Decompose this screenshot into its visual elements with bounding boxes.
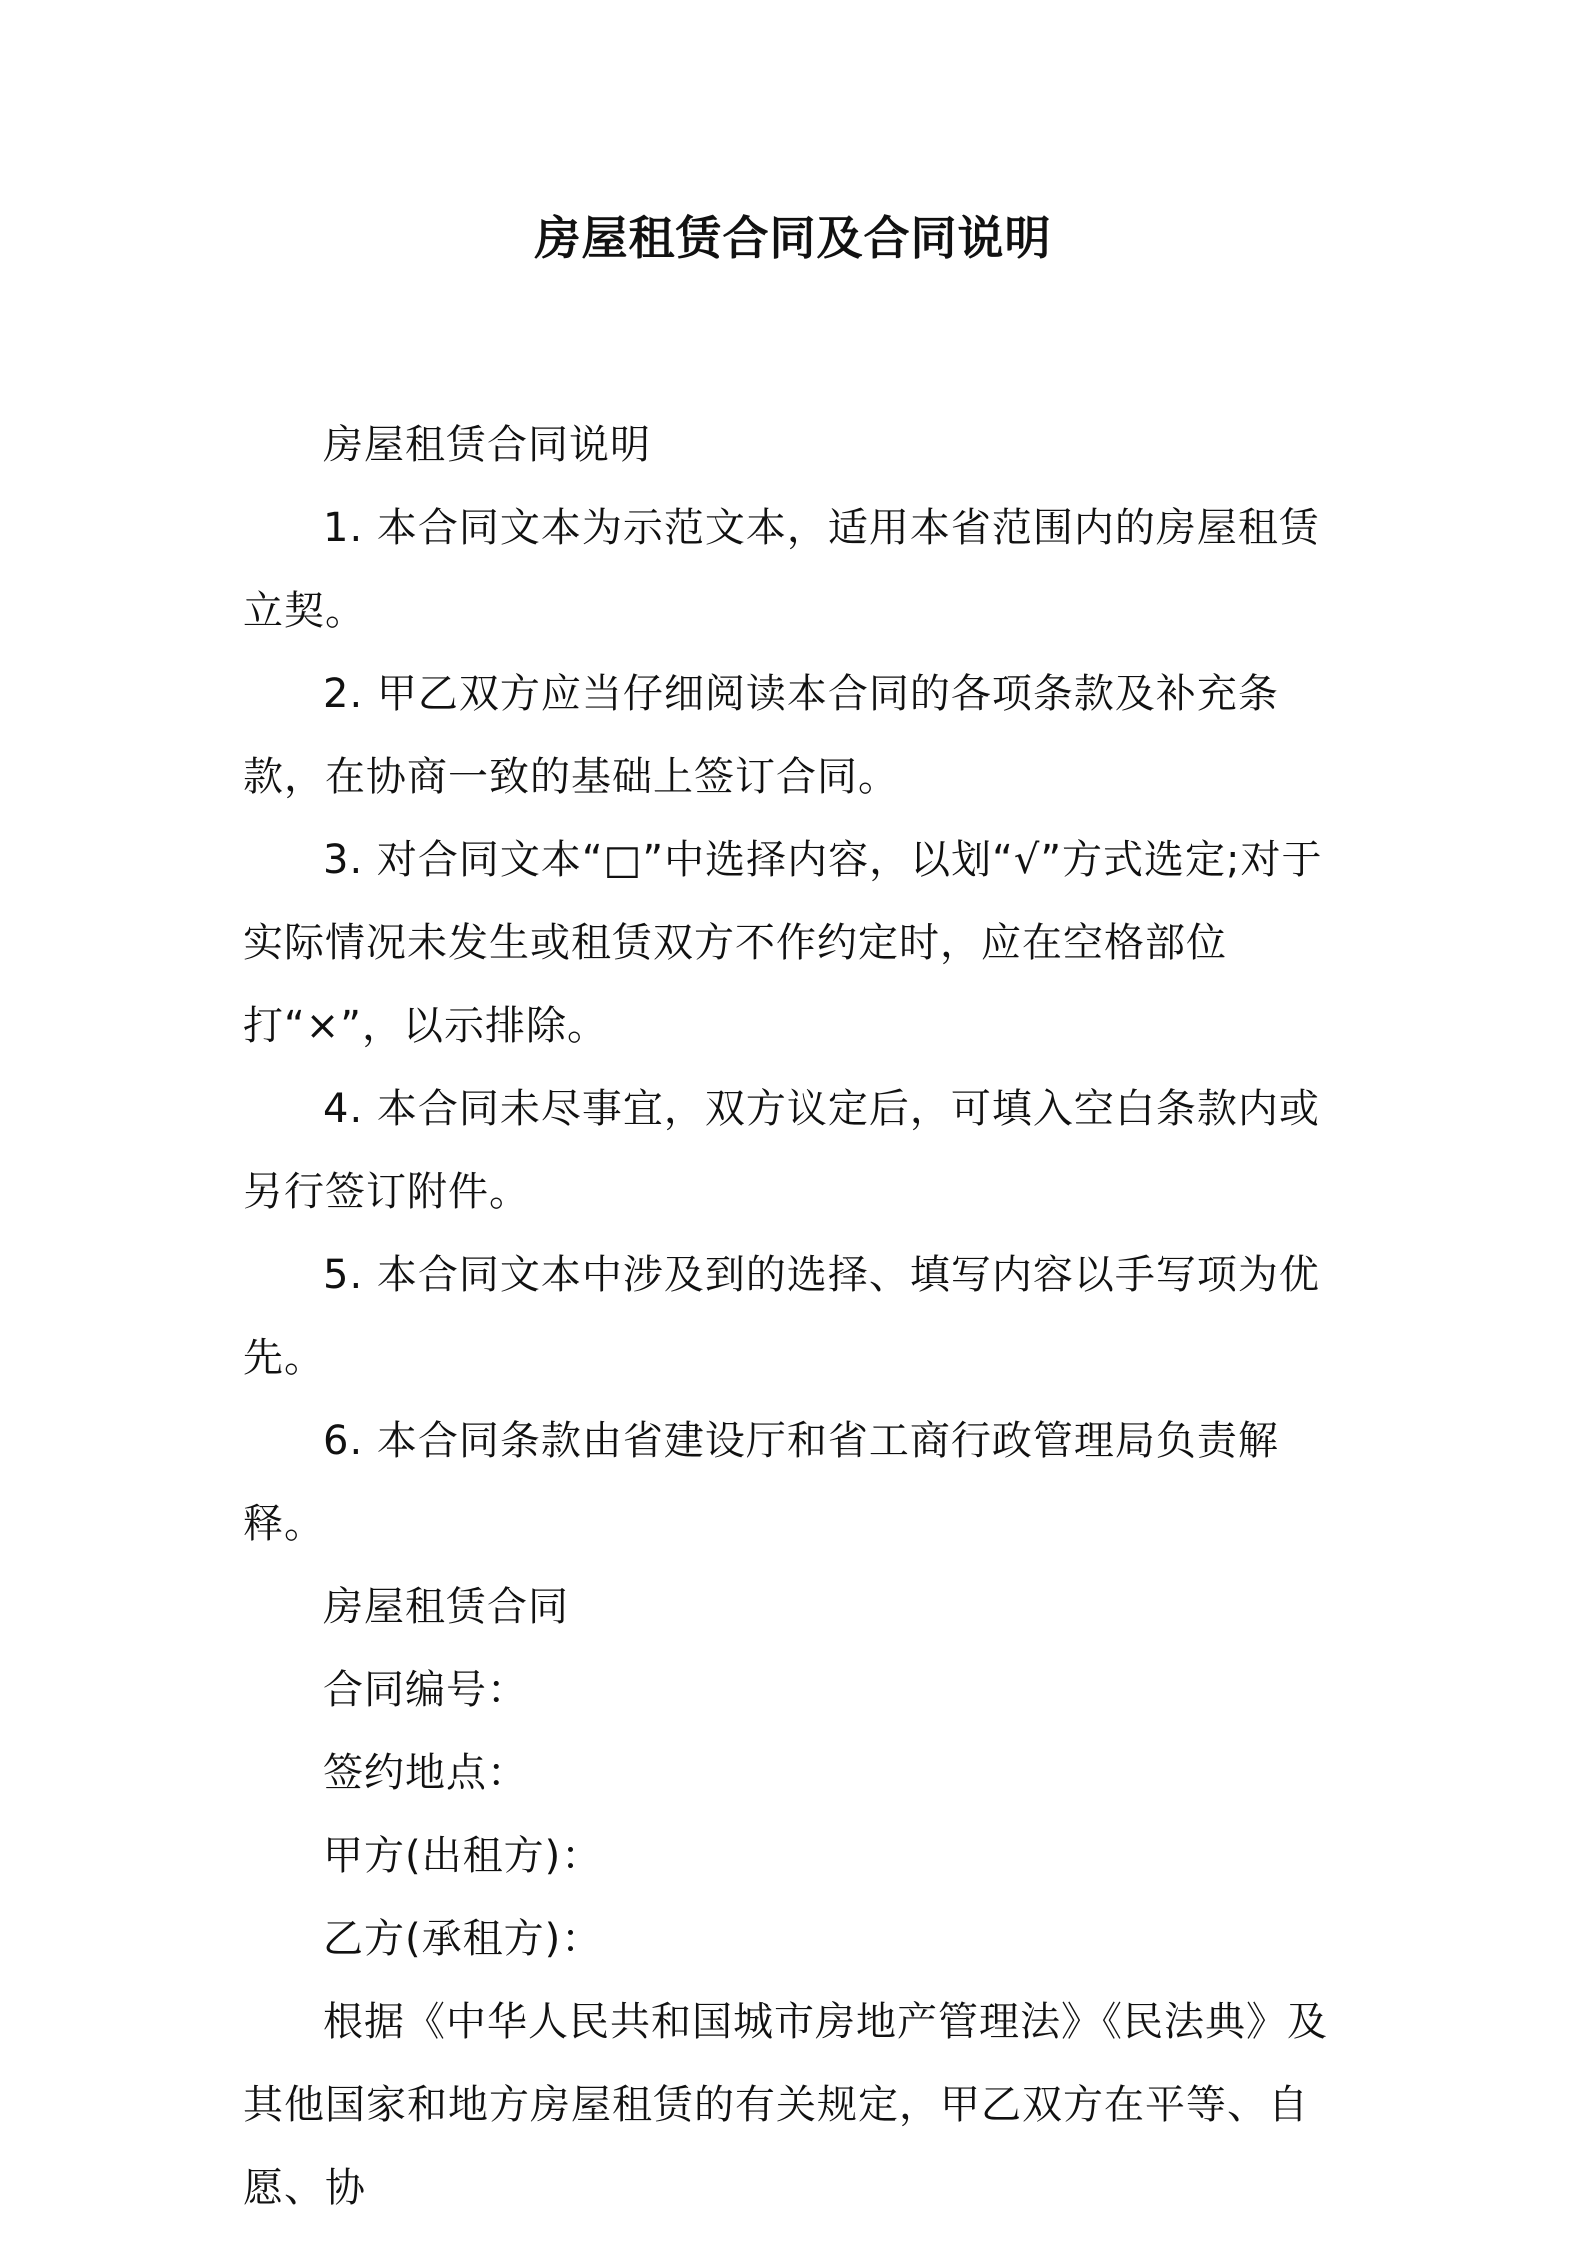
explanation-item-3: 3. 对合同文本“□”中选择内容，以划“√”方式选定;对于实际情况未发生或租赁双方不作约定时，应在空格部位打“×”，以示排除。 <box>243 837 1323 1049</box>
document-title: 房屋租赁合同及合同说明 <box>534 211 1052 265</box>
section-heading-explanation: 房屋租赁合同说明 <box>323 422 651 468</box>
document-body <box>243 404 1355 2230</box>
explanation-item-6: 6. 本合同条款由省建设厅和省工商行政管理局负责解释。 <box>243 1418 1279 1547</box>
party-b-field: 乙方(承租方)： <box>323 1916 603 1962</box>
explanation-item-4: 4. 本合同未尽事宜，双方议定后，可填入空白条款内或另行签订附件。 <box>243 1086 1320 1215</box>
explanation-item-1: 1. 本合同文本为示范文本，适用本省范围内的房屋租赁立契。 <box>243 505 1320 634</box>
signing-location-field: 签约地点： <box>323 1750 528 1796</box>
section-heading-contract: 房屋租赁合同 <box>323 1584 569 1630</box>
preamble-paragraph: 根据《中华人民共和国城市房地产管理法》《民法典》及其他国家和地方房屋租赁的有关规定，甲乙双方在平等、自愿、协 <box>243 1999 1328 2211</box>
party-a-field: 甲方(出租方)： <box>323 1833 603 1879</box>
explanation-item-2: 2. 甲乙双方应当仔细阅读本合同的各项条款及补充条款，在协商一致的基础上签订合同。 <box>243 671 1279 800</box>
contract-number-field: 合同编号： <box>323 1667 528 1713</box>
explanation-item-5: 5. 本合同文本中涉及到的选择、填写内容以手写项为优先。 <box>243 1252 1320 1381</box>
